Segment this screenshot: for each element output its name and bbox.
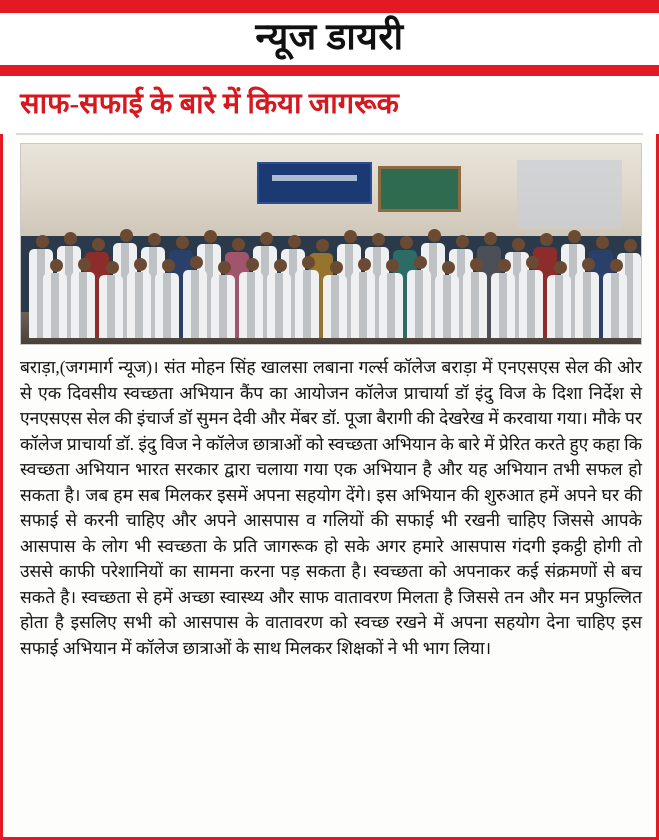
- article-photo: [20, 143, 642, 345]
- article-paragraph: बराड़ा,(जगमार्ग न्यूज)। संत मोहन सिंह खालसा लबाना गर्ल्स कॉलेज बराड़ा में एनएसएस सेल की ओर से एक दिवसीय स्वच्छता अभियान कैंप का आयोजन कॉलेज प्राचार्या डॉ इंदु विज के दिशा निर्देश से एनएसएस सेल की इंचार्ज डॉ सुमन देवी और मेंबर डॉ. पूजा बैरागी की देखरेख में करवाया गया। मौके पर कॉलेज प्राचार्या डॉ. इंदु विज ने कॉलेज छात्राओं को स्वच्छता अभियान के बारे में प्रेरित करते हुए कहा कि स्वच्छता अभियान भारत सरकार द्वारा चलाया गया एक अभियान है और यह अभियान तभी सफल हो सकता है। जब हम सब मिलकर इसमें अपना सहयोग देंगे। इस अभियान की शुरुआत हमें अपने घर की सफाई से करनी चाहिए और अपने आसपास व गलियों की सफाई भी रखनी चाहिए जिससे आपके आसपास के लोग भी स्वच्छता के प्रति जागरूक हो सके अगर हमारे आसपास गंदगी इकट्ठी होगी तो उससे काफी परेशानियों का सामना करना पड़ सकता है। स्वच्छता को अपनाकर कई संक्रमणों से बच सकते है। स्वच्छता से हमें अच्छा स्वास्थ्य और साफ वातावरण मिलता है जिससे तन और मन प्रफुल्लित होता है इसलिए सभी को आसपास के वातावरण को स्वच्छ रखने में अपना सहयोग देना चाहिए इस सफाई अभियान में कॉलेज छात्राओं के साथ मिलकर शिक्षकों ने भी भाग लिया।: [20, 357, 642, 658]
- photo-crowd: [21, 180, 641, 324]
- headline-container: [0, 76, 659, 134]
- article-headline: साफ-सफाई के बारे में किया जागरूक: [20, 88, 399, 121]
- masthead-inner: [0, 13, 659, 65]
- masthead-band: [0, 0, 659, 76]
- headline-divider: [16, 133, 643, 135]
- article-body: [20, 355, 642, 661]
- publication-title: न्यूज डायरी: [255, 16, 404, 58]
